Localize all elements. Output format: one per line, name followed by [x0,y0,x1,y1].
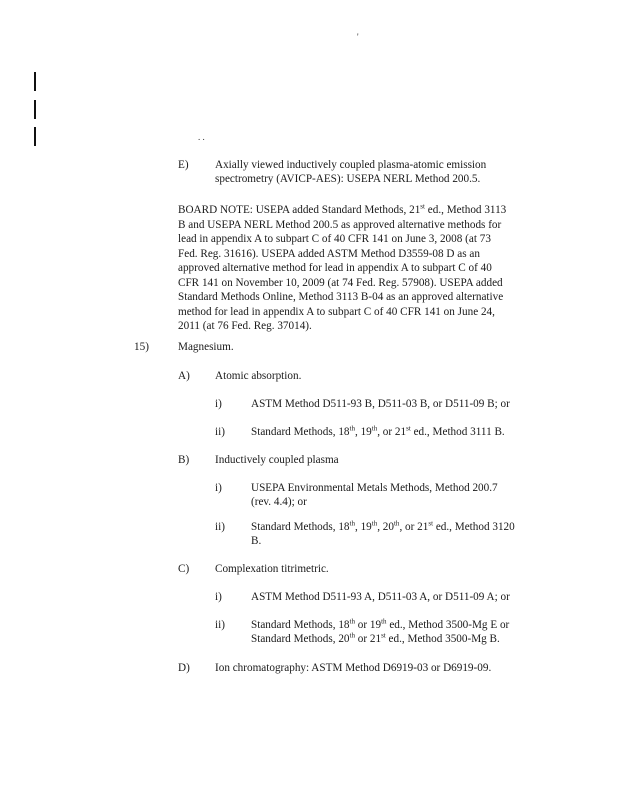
board-note-line-3: lead in appendix A to subpart C of 40 CFR 141 on June 3, 2008 (at 73 [178,233,491,245]
item-b-title: Inductively coupled plasma [215,454,339,466]
item-e-line-1: Axially viewed inductively coupled plasma-atomic emission [215,159,487,171]
item-e-line-2: spectrometry (AVICP-AES): USEPA NERL Method 200.5. [215,173,481,185]
item-c-ii-label: ii) [215,619,225,631]
board-note-line-9: 2011 (at 76 Fed. Reg. 37014). [178,320,312,332]
board-note-line-4: Fed. Reg. 31616). USEPA added ASTM Method D3559-08 D as an [178,247,480,260]
item-b-ii-line-2: B. [251,535,262,547]
item-c-label: C) [178,563,190,575]
board-note-line-8: method for lead in appendix A to subpart C of 40 CFR 141 on June 24, [178,305,495,318]
item-a-ii-text: Standard Methods, 18th, 19th, or 21st ed., Method 3111 B. [251,424,505,438]
item-b-i-line-2: (rev. 4.4); or [251,496,307,508]
item-d-label: D) [178,662,190,674]
item-a-i-label: i) [215,398,222,410]
item-b-i-line-1: USEPA Environmental Metals Methods, Method 200.7 [251,482,498,494]
item-e-label: E) [178,159,189,171]
scan-mark: ' [357,32,359,42]
item-a-title: Atomic absorption. [215,370,302,382]
item-c-i-text: ASTM Method D511-93 A, D511-03 A, or D511-09 A; or [251,591,510,603]
item-a-label: A) [178,370,190,382]
item-d-text: Ion chromatography: ASTM Method D6919-03 or D6919-09. [215,662,492,674]
change-bar-2 [34,100,36,119]
item-b-ii-line-1: Standard Methods, 18th, 19th, 20th, or 21st ed., Method 3120 [251,519,515,533]
item-b-i-label: i) [215,482,222,494]
item-c-i-label: i) [215,591,222,603]
board-note-line-1: BOARD NOTE: USEPA added Standard Methods, 21st ed., Method 3113 [178,202,507,216]
board-note-line-2: B and USEPA NERL Method 200.5 as approved alternative methods for [178,218,502,231]
change-bar-3 [34,127,36,146]
item-c-ii-line-2: Standard Methods, 20th or 21st ed., Method 3500-Mg B. [251,631,500,645]
item-b-label: B) [178,454,190,466]
board-note-line-6: CFR 141 on November 10, 2009 (at 74 Fed. Reg. 57908). USEPA added [178,276,503,289]
board-note [178,203,506,334]
item-a-ii-label: ii) [215,426,225,438]
item-c-ii-line-1: Standard Methods, 18th or 19th ed., Method 3500-Mg E or [251,617,510,631]
item-c-title: Complexation titrimetric. [215,563,329,575]
scan-dots: . . [198,132,205,142]
section-15-title: Magnesium. [178,341,234,353]
item-a-i-text: ASTM Method D511-93 B, D511-03 B, or D511-09 B; or [251,398,510,410]
board-note-line-7: Standard Methods Online, Method 3113 B-04 as an approved alternative [178,291,504,303]
change-bar-1 [34,72,36,91]
board-note-line-5: approved alternative method for lead in appendix A to subpart C of 40 [178,262,492,274]
section-15-label: 15) [134,341,149,353]
item-b-ii-label: ii) [215,521,225,533]
